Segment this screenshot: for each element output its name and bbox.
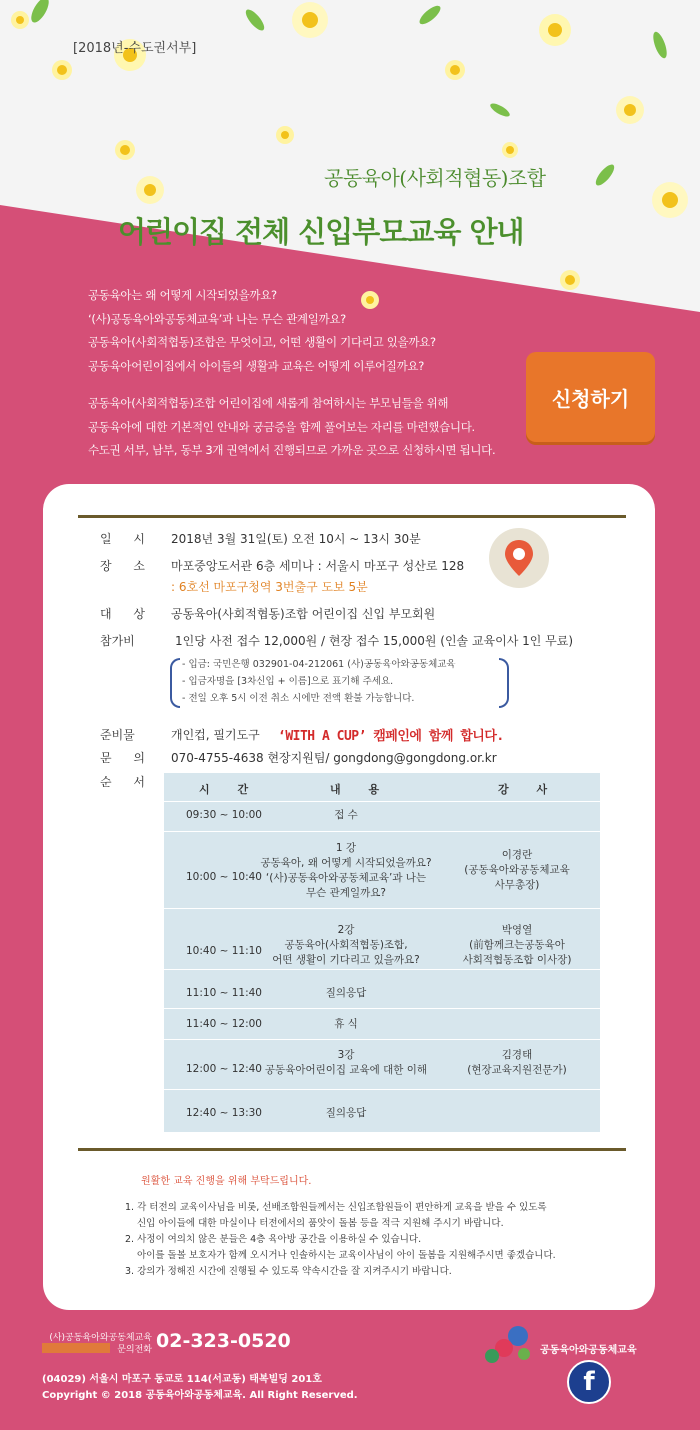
schedule-time: 11:40 ~ 12:00 xyxy=(186,1018,262,1030)
bank-line: - 전일 오후 5시 이전 취소 시에만 전액 환불 가능합니다. xyxy=(182,693,415,704)
place-label: 장 소 xyxy=(100,559,154,573)
note-line: 2. 사정이 여의치 않은 분들은 4층 육아방 공간을 이용하실 수 있습니다. xyxy=(125,1234,422,1245)
page-subtitle: 공동육아(사회적협동)조합 xyxy=(324,166,546,190)
footer-logo-text: 공동육아와공동체교육 xyxy=(540,1345,637,1356)
table-header: 내 용 xyxy=(330,783,392,796)
intro-description: 공동육아에 대한 기본적인 안내와 궁금증을 함께 풀어보는 자리를 마련했습니다. xyxy=(88,419,475,434)
schedule-content: 질의응답 xyxy=(325,987,367,999)
campaign-text: ‘WITH A CUP’ 캠페인에 함께 합니다. xyxy=(278,729,504,744)
footer-copyright: Copyright © 2018 공동육아와공동체교육. All Right Reserved. xyxy=(42,1390,358,1401)
region-label: [2018년-수도권서부] xyxy=(73,41,197,56)
footer-address: (04029) 서울시 마포구 동교로 114(서교동) 태복빌딩 201호 xyxy=(42,1374,322,1385)
note-line: 아이를 돌볼 보호자가 함께 오시거나 인솔하시는 교육이사님이 아이 돌봄을 지원해주시면 좋겠습니다. xyxy=(137,1250,556,1261)
note-line: 1. 각 터전의 교육이사님을 비롯, 선배조합원들께서는 신입조합원들이 편안하게 교육을 받을 수 있도록 xyxy=(125,1202,547,1213)
intro-question: 공동육아어린이집에서 아이들의 생활과 교육은 어떻게 이루어질까요? xyxy=(88,358,425,373)
schedule-time: 09:30 ~ 10:00 xyxy=(186,809,262,821)
bank-line: - 입금자명을 [3차신입 + 이름]으로 표기해 주세요. xyxy=(182,676,394,687)
place-value: 마포중앙도서관 6층 세미나 : 서울시 마포구 성산로 128 xyxy=(171,559,465,573)
schedule-time: 12:40 ~ 13:30 xyxy=(186,1107,262,1119)
schedule-content: 질의응답 xyxy=(325,1107,367,1119)
footer-bar xyxy=(42,1343,110,1353)
bank-info xyxy=(170,656,495,710)
contact-value: 070-4755-4638 현장지원팀/ gongdong@gongdong.or.kr xyxy=(171,751,497,765)
facebook-icon[interactable]: f xyxy=(567,1360,611,1404)
schedule-speaker: 이경란 (공동육아와공동체교육 사무총장) xyxy=(464,849,570,891)
fee-label: 참가비 xyxy=(100,634,135,648)
intro-description: 공동육아(사회적협동)조합 어린이집에 새롭게 참여하시는 부모님들을 위해 xyxy=(88,396,449,410)
notes xyxy=(125,1174,556,1280)
intro-description: 수도권 서부, 남부, 동부 3개 권역에서 진행되므로 가까운 곳으로 신청하시면 됩니다. xyxy=(88,443,496,457)
order-label: 순 서 xyxy=(100,775,154,789)
page-title: 어린이집 전체 신입부모교육 안내 xyxy=(118,215,524,249)
divider xyxy=(78,515,626,518)
schedule-content: 접 수 xyxy=(334,809,358,821)
footer-org: (사)공동육아와공동체교육 xyxy=(49,1333,152,1343)
map-pin-icon[interactable] xyxy=(489,528,549,588)
schedule-content: 3강 공동육아어린이집 교육에 대한 이해 xyxy=(264,1049,428,1076)
prep-value: 개인컵, 필기도구 xyxy=(171,728,260,742)
bank-line: - 입금: 국민은행 032901-04-212061 (사)공동육아와공동체교육 xyxy=(182,659,456,670)
note-line: 3. 강의가 정해진 시간에 진행될 수 있도록 약속시간을 잘 지켜주시기 바랍니다. xyxy=(125,1266,452,1277)
contact-label: 문 의 xyxy=(100,751,154,765)
prep-label: 준비물 xyxy=(100,728,135,742)
hero-banner xyxy=(0,0,700,312)
schedule-time: 12:00 ~ 12:40 xyxy=(186,1063,262,1075)
intro-question: 공동육아는 왜 어떻게 시작되었을까요? xyxy=(88,288,277,302)
note-line: 신입 아이들에 대한 마실이나 터전에서의 품앗이 돌봄 등을 적극 지원해 주시기 바랍니다. xyxy=(137,1218,504,1229)
info-card xyxy=(43,484,655,1310)
intro-question: 공동육아(사회적협동)조합은 무엇이고, 어떤 생활이 기다리고 있을까요? xyxy=(88,335,436,349)
divider xyxy=(78,1148,626,1151)
date-label: 일 시 xyxy=(100,532,154,546)
schedule-content: 휴 식 xyxy=(334,1018,358,1030)
fee-value: 1인당 사전 접수 12,000원 / 현장 접수 15,000원 (인솔 교육이사 1인 무료) xyxy=(175,634,574,648)
target-label: 대 상 xyxy=(100,607,154,621)
schedule-content: 1 강 공동육아, 왜 어떻게 시작되었을까요? ‘(사)공동육아와공동체교육’과 나는 무슨 관계일까요? xyxy=(260,842,432,899)
schedule-table xyxy=(164,773,600,1132)
footer-phone-label: 문의전화 xyxy=(117,1345,152,1355)
intro-question: ‘(사)공동육아와공동체교육’과 나는 무슨 관계일까요? xyxy=(88,311,346,326)
schedule-time: 10:00 ~ 10:40 xyxy=(186,871,262,883)
apply-button[interactable]: 신청하기 xyxy=(526,352,655,442)
schedule-time: 10:40 ~ 11:10 xyxy=(186,945,262,957)
schedule-time: 11:10 ~ 11:40 xyxy=(186,987,262,999)
intro-text xyxy=(88,284,495,463)
schedule-content: 2강 공동육아(사회적협동)조합, 어떤 생활이 기다리고 있을까요? xyxy=(272,924,420,966)
schedule-speaker: 김경태 (현장교육지원전문가) xyxy=(467,1049,567,1076)
date-value: 2018년 3월 31일(토) 오전 10시 ~ 13시 30분 xyxy=(171,532,421,546)
org-logo-icon xyxy=(480,1324,536,1368)
footer-phone[interactable]: 02-323-0520 xyxy=(156,1330,291,1352)
notes-heading: 원활한 교육 진행을 위해 부탁드립니다. xyxy=(141,1176,312,1187)
target-value: 공동육아(사회적협동)조합 어린이집 신입 부모회원 xyxy=(171,607,436,621)
table-header: 강 사 xyxy=(498,783,560,796)
schedule-speaker: 박영열 (前함께크는공동육아 사회적협동조합 이사장) xyxy=(462,924,572,966)
place-subway: : 6호선 마포구청역 3번출구 도보 5분 xyxy=(171,580,368,594)
table-header: 시 간 xyxy=(199,783,261,796)
